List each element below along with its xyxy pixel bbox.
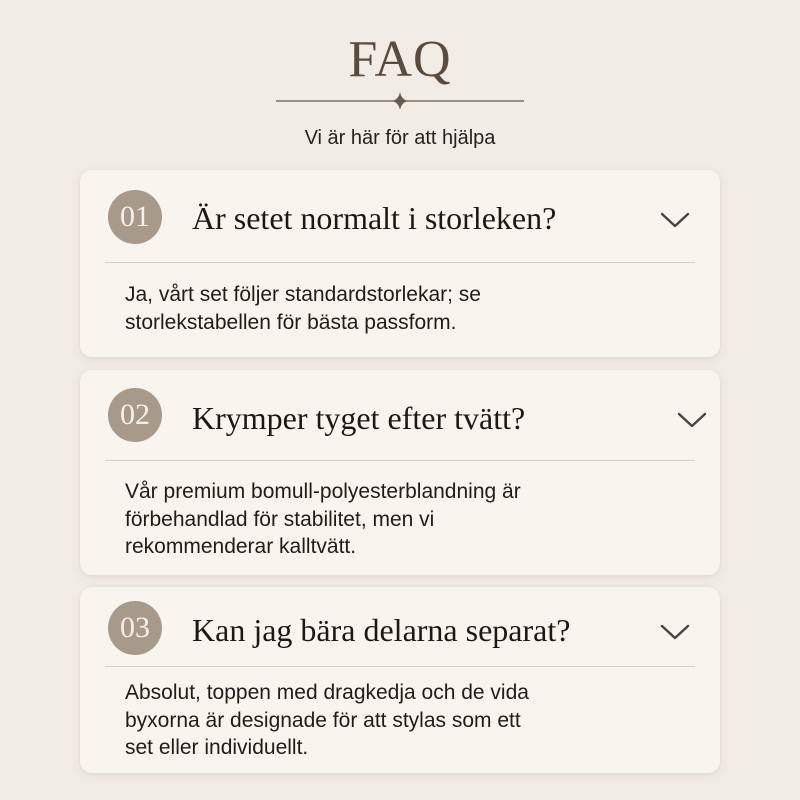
faq-item-02 <box>80 370 720 575</box>
faq-question: Krymper tyget efter tvätt? <box>192 400 526 436</box>
faq-answer <box>125 281 481 336</box>
faq-answer-line: Vår premium bomull-polyesterblandning är <box>125 480 521 503</box>
faq-item-01 <box>80 170 720 357</box>
faq-answer-line: byxorna är designade för att stylas som ett <box>125 708 521 732</box>
chevron-down-icon[interactable] <box>660 624 690 640</box>
faq-answer-line: rekommenderar kalltvätt. <box>125 535 357 558</box>
faq-question: Är setet normalt i storleken? <box>192 200 557 236</box>
faq-answer <box>125 679 529 762</box>
faq-answer-line: storlekstabellen för bästa passform. <box>125 310 457 334</box>
faq-answer-line: Ja, vårt set följer standardstorlekar; se <box>125 283 481 306</box>
faq-answer <box>125 478 521 561</box>
faq-toggle-03[interactable] <box>80 587 720 666</box>
faq-toggle-01[interactable] <box>80 170 720 262</box>
faq-toggle-02[interactable] <box>80 370 720 460</box>
faq-number-badge: 01 <box>108 190 162 244</box>
faq-answer-line: Absolut, toppen med dragkedja och de vida <box>125 681 529 704</box>
faq-answer-line: förbehandlad för stabilitet, men vi <box>125 507 435 531</box>
page-subtitle: Vi är här för att hjälpa <box>304 127 496 149</box>
faq-divider <box>105 262 695 263</box>
page-title: FAQ <box>348 31 452 88</box>
faq-divider <box>105 666 695 667</box>
faq-question: Kan jag bära delarna separat? <box>192 612 571 648</box>
sparkle-star-icon <box>392 92 408 110</box>
chevron-down-icon[interactable] <box>660 212 690 228</box>
chevron-down-icon[interactable] <box>677 412 707 428</box>
faq-item-03 <box>80 587 720 773</box>
faq-answer-line: set eller individuellt. <box>125 736 309 759</box>
faq-number-badge: 03 <box>108 601 162 655</box>
faq-divider <box>105 460 695 461</box>
title-divider <box>275 91 525 111</box>
faq-number-badge: 02 <box>108 388 162 442</box>
